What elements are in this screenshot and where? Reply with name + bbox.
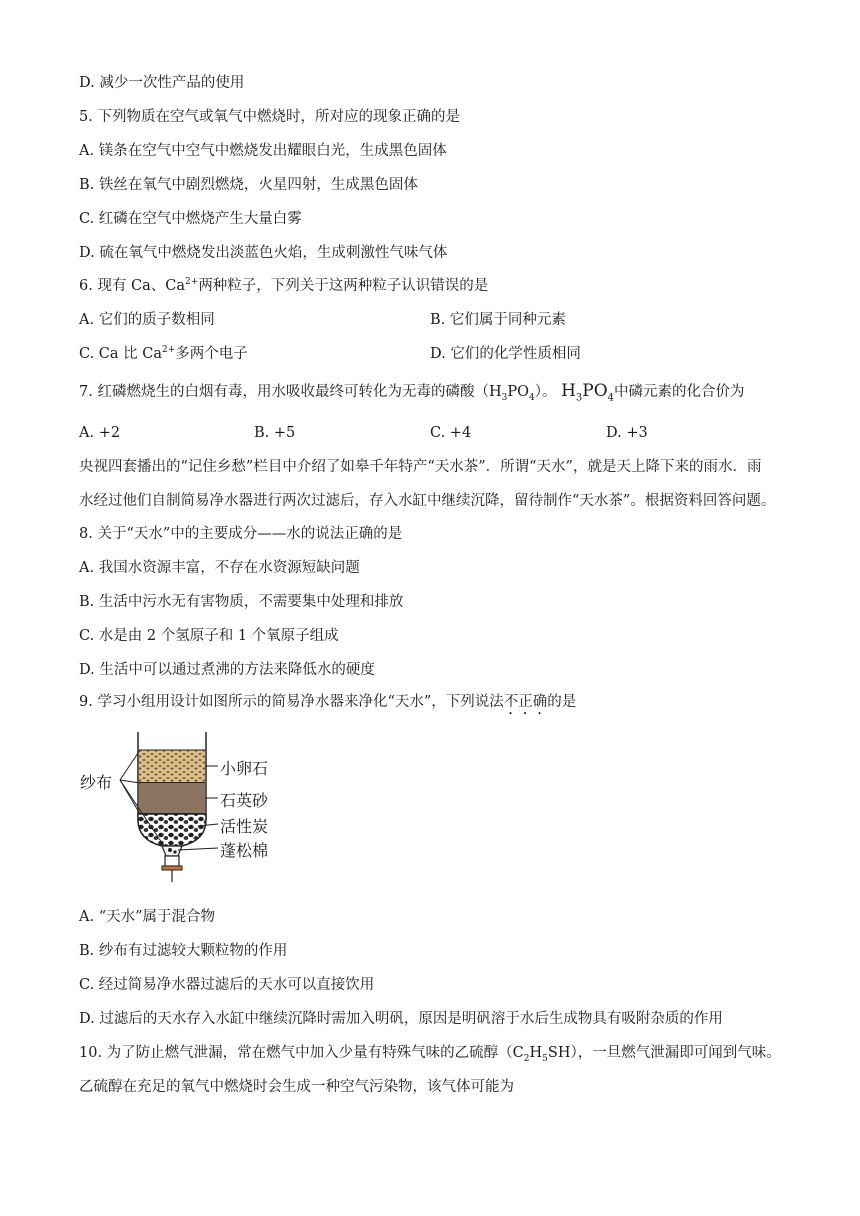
pebble-layer — [139, 750, 205, 782]
fig-label-cotton: 蓬松棉 — [220, 841, 269, 860]
outlet-tube — [165, 856, 179, 866]
quartz-sand-layer — [139, 783, 205, 813]
q6-option-c: C. Ca 比 $Ca^{2+}$多两个电子 — [79, 345, 248, 362]
q7-stem: 7. 红磷燃烧生的白烟有毒，用水吸收最终可转化为无毒的磷酸$(H_3PO_4)$。 $H_3PO_4$中磷元素的化合价为 — [79, 381, 745, 404]
q5-option-a: A. 镁条在空气中空气中燃烧发出耀眼白光，生成黑色固体 — [79, 143, 447, 159]
q5-option-d: D. 硫在氧气中燃烧发出淡蓝色火焰，生成刺激性气味气体 — [79, 245, 448, 261]
fig-label-gauze: 纱布 — [80, 773, 113, 792]
q9-option-b: B. 纱布有过滤较大颗粒物的作用 — [79, 943, 288, 959]
q5-stem: 5. 下列物质在空气或氧气中燃烧时，所对应的现象正确的是 — [79, 109, 460, 125]
q7-option-a: A. +2 — [79, 425, 121, 441]
q8-option-c: C. 水是由 2 个氢原子和 1 个氧原子组成 — [79, 628, 339, 644]
q6-option-d: D. 它们的化学性质相同 — [430, 346, 581, 362]
q5-option-c: C. 红磷在空气中燃烧产生大量白雾 — [79, 211, 302, 227]
q8-option-a: A. 我国水资源丰富，不存在水资源短缺问题 — [79, 560, 360, 576]
fig-label-pebbles: 小卵石 — [220, 759, 269, 778]
activated-carbon-layer — [138, 814, 206, 846]
fig-label-activated-carbon: 活性炭 — [220, 817, 269, 836]
q4-option-d: D. 减少一次性产品的使用 — [79, 75, 245, 91]
q9-stem: 9. 学习小组用设计如图所示的简易净水器来净化“天水”，下列说法不正确的是 — [79, 694, 577, 710]
q9-option-c: C. 经过简易净水器过滤后的天水可以直接饮用 — [79, 977, 375, 993]
q7-option-c: C. +4 — [430, 425, 472, 441]
passage-line-1: 央视四套播出的“记住乡愁”栏目中介绍了如皋千年特产“天水茶”．所谓“天水”，就是天上降下来的雨水．雨 — [79, 459, 762, 475]
q7-option-b: B. +5 — [254, 425, 296, 441]
q8-option-d: D. 生活中可以通过煮沸的方法来降低水的硬度 — [79, 662, 375, 678]
q9-option-a: A. “天水”属于混合物 — [79, 909, 216, 925]
phosphoric-acid-formula: $H_3PO_4$ — [561, 381, 615, 404]
stopper — [162, 866, 182, 870]
cotton-layer — [162, 846, 182, 856]
q7-option-d: D. +3 — [606, 425, 648, 441]
water-filter-figure — [78, 728, 288, 888]
q6-option-a: A. 它们的质子数相同 — [79, 312, 215, 328]
q10-stem-line-2: 乙硫醇在充足的氧气中燃烧时会生成一种空气污染物，该气体可能为 — [79, 1079, 514, 1095]
q5-option-b: B. 铁丝在氧气中剧烈燃烧，火星四射，生成黑色固体 — [79, 177, 418, 193]
passage-line-2: 水经过他们自制简易净水器进行两次过滤后，存入水缸中继续沉降，留待制作“天水茶”。根据资料回答问题。 — [79, 493, 776, 509]
q8-stem: 8. 关于“天水”中的主要成分——水的说法正确的是 — [79, 526, 403, 542]
q6-option-b: B. 它们属于同种元素 — [430, 312, 566, 328]
fig-label-quartz-sand: 石英砂 — [220, 791, 269, 810]
q10-stem: 10. 为了防止燃气泄漏，常在燃气中加入少量有特殊气味的乙硫醇$(C_2H_5SH)$，一旦燃气泄漏即可闻到气味。 — [79, 1045, 781, 1064]
q6-stem: 6. 现有 Ca、$Ca^{2+}$两种粒子，下列关于这两种粒子认识错误的是 — [79, 277, 489, 294]
q8-option-b: B. 生活中污水无有害物质，不需要集中处理和排放 — [79, 594, 404, 610]
q9-option-d: D. 过滤后的天水存入水缸中继续沉降时需加入明矾，原因是明矾溶于水后生成物具有吸附杂质的作用 — [79, 1011, 723, 1027]
